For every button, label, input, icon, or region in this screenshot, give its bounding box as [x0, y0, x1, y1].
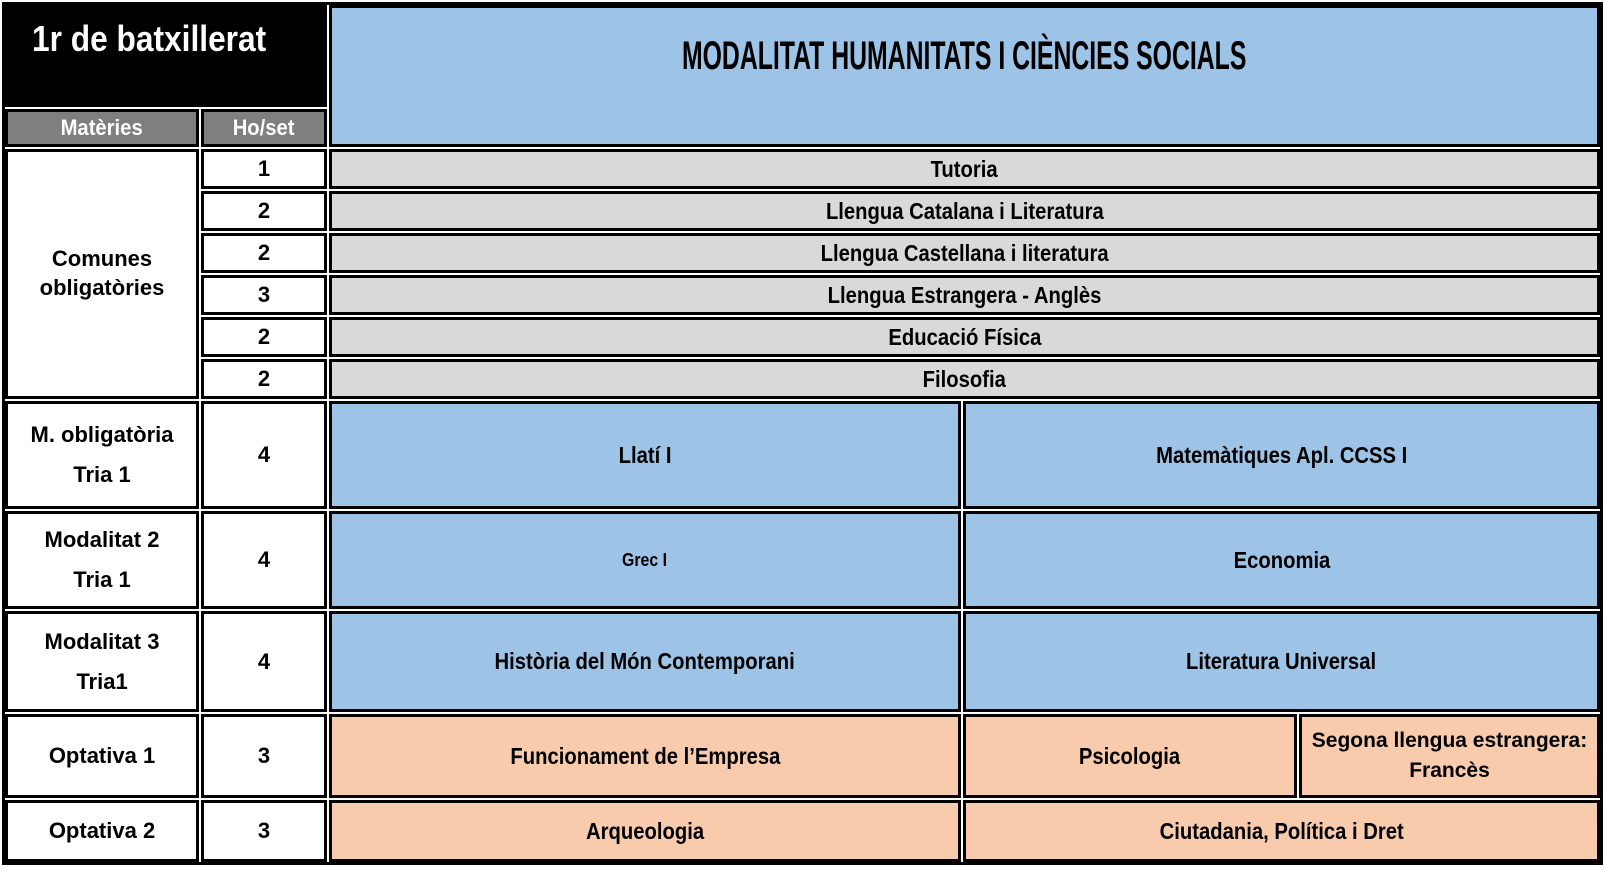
category-modality-2: Modalitat 2 Tria 1 [5, 511, 199, 609]
hours-optativa-2: 3 [201, 800, 327, 862]
modality-header-text: MODALITAT HUMANITATS I CIÈNCIES SOCIALS [682, 33, 1247, 78]
subject-psicologia: Psicologia [963, 714, 1297, 798]
curriculum-table [2, 2, 1603, 865]
hours-filosofia: 2 [201, 359, 327, 399]
subject-llengua-estrangera: Llengua Estrangera - Anglès [329, 275, 1600, 315]
course-title [5, 5, 327, 107]
hours-educacio-fisica: 2 [201, 317, 327, 357]
hours-optativa-1: 3 [201, 714, 327, 798]
subject-historia-mon-contemporani: Història del Món Contemporani [329, 611, 961, 712]
subject-segona-llengua-frances: Segona llengua estrangera: Francès [1299, 714, 1600, 798]
category-optativa-2: Optativa 2 [5, 800, 199, 862]
subject-arqueologia: Arqueologia [329, 800, 961, 862]
hours-llengua-castellana: 2 [201, 233, 327, 273]
subject-literatura-universal: Literatura Universal [963, 611, 1600, 712]
subject-ciutadania-politica-dret: Ciutadania, Política i Dret [963, 800, 1600, 862]
subject-grec: Grec I [329, 511, 961, 609]
hours-tutoria: 1 [201, 149, 327, 189]
modality-header [329, 5, 1600, 147]
subject-llengua-catalana: Llengua Catalana i Literatura [329, 191, 1600, 231]
category-common-line2: obligatòries [39, 275, 165, 300]
category-modality-compulsory: M. obligatòria Tria 1 [5, 401, 199, 509]
hours-llengua-catalana: 2 [201, 191, 327, 231]
category-common-line1: Comunes [51, 246, 153, 272]
column-header-hours-per-week: Ho/set [201, 109, 327, 147]
column-header-materies: Matèries [5, 109, 199, 147]
subject-economia: Economia [963, 511, 1600, 609]
hours-llengua-estrangera: 3 [201, 275, 327, 315]
subject-tutoria: Tutoria [329, 149, 1600, 189]
hours-modality-3: 4 [201, 611, 327, 712]
hours-modality-compulsory: 4 [201, 401, 327, 509]
category-modality-3: Modalitat 3 Tria1 [5, 611, 199, 712]
subject-llengua-castellana: Llengua Castellana i literatura [329, 233, 1600, 273]
subject-matematiques-ccss: Matemàtiques Apl. CCSS I [963, 401, 1600, 509]
subject-filosofia: Filosofia [329, 359, 1600, 399]
subject-funcionament-empresa: Funcionament de l’Empresa [329, 714, 961, 798]
category-optativa-1: Optativa 1 [5, 714, 199, 798]
category-common-compulsory [5, 149, 199, 399]
subject-educacio-fisica: Educació Física [329, 317, 1600, 357]
course-title-text: 1r de batxillerat [32, 18, 267, 59]
subject-llati: Llatí I [329, 401, 961, 509]
hours-modality-2: 4 [201, 511, 327, 609]
